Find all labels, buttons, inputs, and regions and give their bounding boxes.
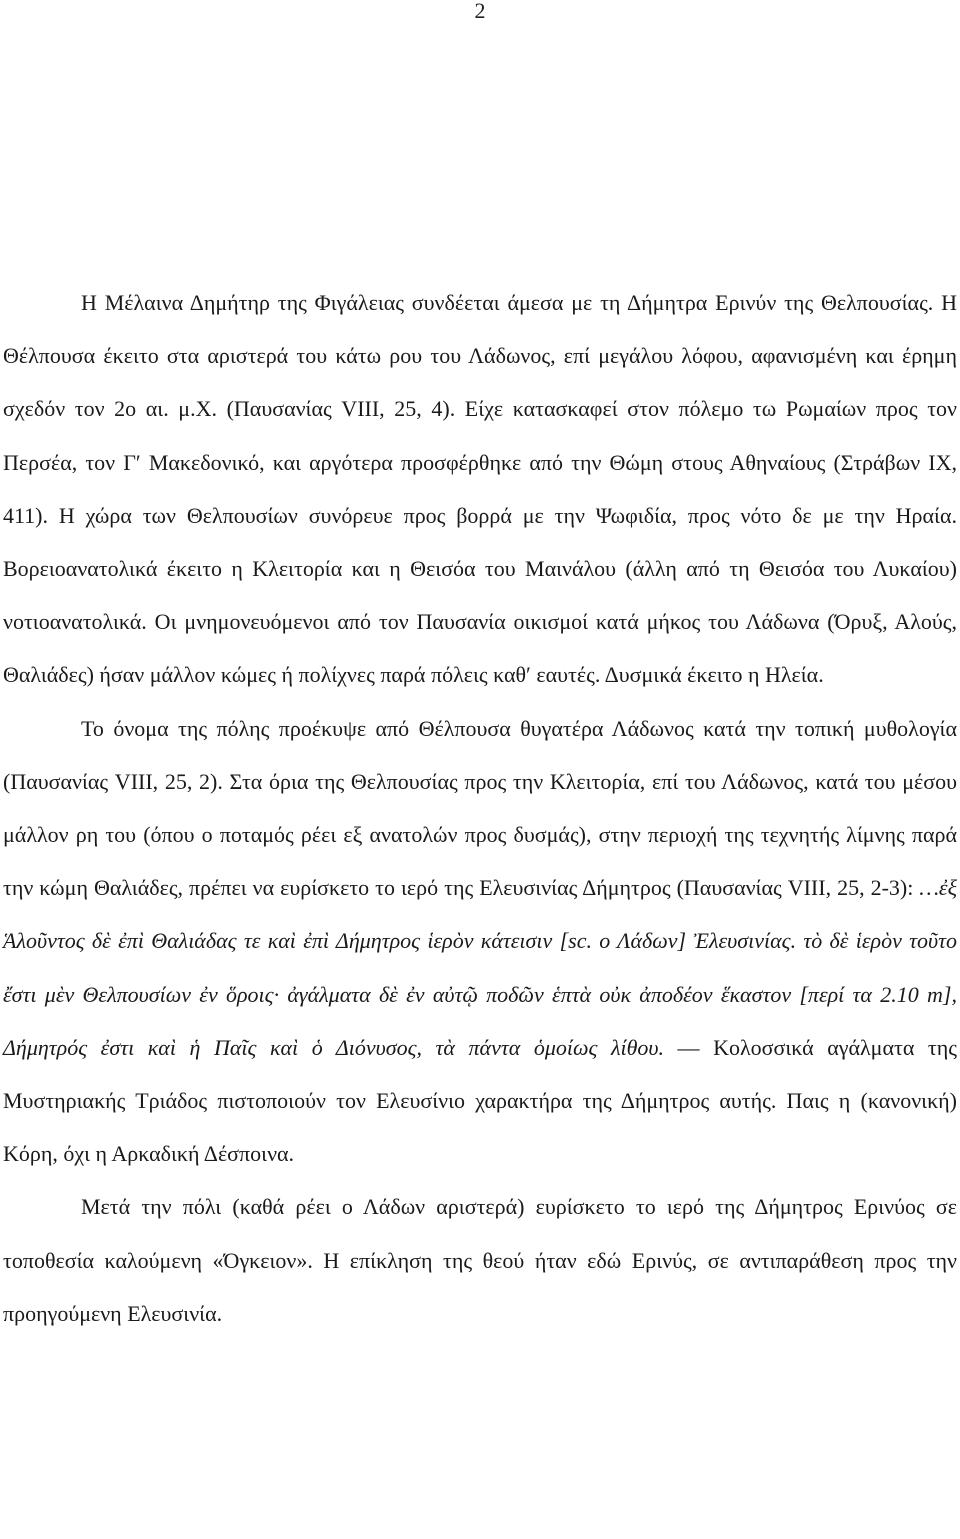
pausanias-quotation: …ἐξ Ἁλοῦντος δὲ ἐπὶ Θαλιάδας τε καὶ ἐπὶ Δήμητρος ἱερὸν κάτεισιν [sc. ο Λάδων] Ἐλευσινίας. τὸ δὲ ἱερὸν τοῦτο ἔστι μὲν Θελπουσίων ἐν ὅροις· ἀγάλματα δὲ ἐν αὐτῷ ποδῶν ἑπτὰ οὐκ ἀποδέον ἕκαστον [περί τα 2.10 m], Δήμητρός ἐστι καὶ ἡ Παῖς καὶ ὁ Διόνυσος, τὰ πάντα ὁμοίως λίθου.	[3, 875, 957, 1060]
paragraph-3	[3, 1180, 957, 1340]
page-number: 2	[474, 0, 486, 23]
document-body	[3, 276, 957, 1340]
paragraph-2	[3, 702, 957, 1181]
paragraph-1-text: Η Μέλαινα Δημήτηρ της Φιγάλειας συνδέεται άμεσα με τη Δήμητρα Ερινύν της Θελπουσίας. Η Θέλπουσα έκειτο στα αριστερά του κάτω ρου του Λάδωνος, επί μεγάλου λόφου, αφανισμένη και έρημη σχεδόν τον 2ο αι. μ.Χ. (Παυσανίας VIII, 25, 4). Είχε κατασκαφεί στον πόλεμο τω Ρωμαίων προς τον Περσέα, τον Γ′ Μακεδονικό, και αργότερα προσφέρθηκε από την Θώμη στους Αθηναίους (Στράβων IX, 411). Η χώρα των Θελπουσίων συνόρευε προς βορρά με την Ψωφιδία, προς νότο δε με την Ηραία. Βορειοανατολικά έκειτο η Κλειτορία και η Θεισόα του Μαινάλου (άλλη από τη Θεισόα του Λυκαίου) νοτιοανατολικά. Οι μνημονευόμενοι από τον Παυσανία οικισμοί κατά μήκος του Λάδωνα (Όρυξ, Αλούς, Θαλιάδες) ήσαν μάλλον κώμες ή πολίχνες παρά πόλεις καθ′ εαυτές. Δυσμικά έκειτο η Ηλεία.	[3, 290, 957, 688]
paragraph-2-commentary: — Κολοσσικά αγάλματα της Μυστηριακής Τριάδος πιστοποιούν τον Ελευσίνιο χαρακτήρα της Δήμητρος αυτής. Παις η (κανονική) Κόρη, όχι η Αρκαδική Δέσποινα.	[3, 1034, 957, 1167]
paragraph-1	[3, 276, 957, 702]
paragraph-2-text: Το όνομα της πόλης προέκυψε από Θέλπουσα θυγατέρα Λάδωνος κατά την τοπική μυθολογία (Παυσανίας VIII, 25, 2). Στα όρια της Θελπουσίας προς την Κλειτορία, επί του Λάδωνος, κατά του μέσου μάλλον ρη του (όπου ο ποταμός ρέει εξ ανατολών προς δυσμάς), στην περιοχή της τεχνητής λίμνης παρά την κώμη Θαλιάδες, πρέπει να ευρίσκετο το ιερό της Ελευσινίας Δήμητρος (Παυσανίας VIII, 25, 2-3):	[3, 715, 957, 901]
paragraph-3-text: Μετά την πόλι (καθά ρέει ο Λάδων αριστερά) ευρίσκετο το ιερό της Δήμητρος Ερινύος σε τοποθεσία καλούμενη «Όγκειον». Η επίκληση της θεού ήταν εδώ Ερινύς, σε αντιπαράθεση προς την προηγούμενη Ελευσινία.	[3, 1194, 957, 1326]
